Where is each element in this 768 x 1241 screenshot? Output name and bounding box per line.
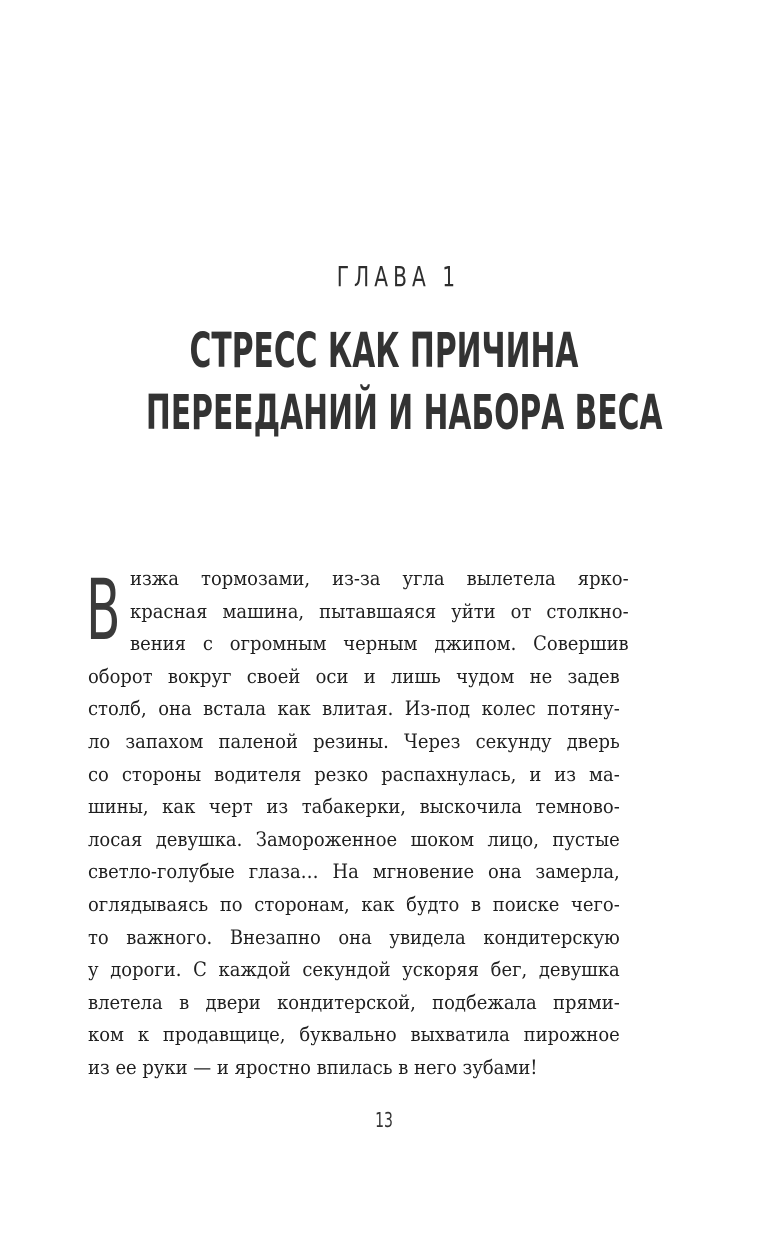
text-line-1: изжа тормозами, из-за угла вылетела ярко-: [130, 567, 629, 590]
text-line-11: оглядываясь по сторонам, как будто в поиске чего-: [88, 892, 620, 916]
text-line-15: ком к продавщице, буквально выхватила пирожное: [88, 1023, 620, 1047]
text-line-3: вения с огромным черным джипом. Совершив: [130, 632, 629, 656]
chapter-title-line-2: ПЕРЕЕДАНИЙ И НАБОРА ВЕСА: [145, 385, 663, 441]
chapter-title-line-1: СТРЕСС КАК ПРИЧИНА: [189, 323, 579, 379]
chapter-title: [0, 320, 768, 444]
text-line-13: у дороги. С каждой секундой ускоряя бег, девушка: [88, 958, 620, 982]
text-line-8: шины, как черт из табакерки, выскочила темново-: [88, 795, 620, 819]
text-line-16: из ее руки — и яростно впилась в него зубами!: [88, 1055, 538, 1079]
text-line-2: красная машина, пытавшаяся уйти от столкно-: [130, 599, 629, 623]
text-line-12: то важного. Внезапно она увидела кондитерскую: [88, 925, 620, 949]
drop-cap: В: [86, 561, 121, 659]
text-line-5: столб, она встала как влитая. Из-под колес потяну-: [88, 697, 620, 721]
page-number: 13: [375, 1108, 393, 1132]
text-line-7: со стороны водителя резко распахнулась, и из ма-: [88, 762, 620, 786]
text-line-6: ло запахом паленой резины. Через секунду дверь: [88, 729, 620, 753]
text-line-9: лосая девушка. Замороженное шоком лицо, пустые: [88, 827, 620, 851]
text-line-4: оборот вокруг своей оси и лишь чудом не задев: [88, 664, 620, 688]
body-paragraph: [88, 563, 629, 1085]
chapter-label: ГЛАВА 1: [336, 260, 461, 293]
text-line-10: светло-голубые глаза… На мгновение она замерла,: [88, 860, 620, 884]
text-line-14: влетела в двери кондитерской, подбежала прями-: [88, 990, 620, 1014]
